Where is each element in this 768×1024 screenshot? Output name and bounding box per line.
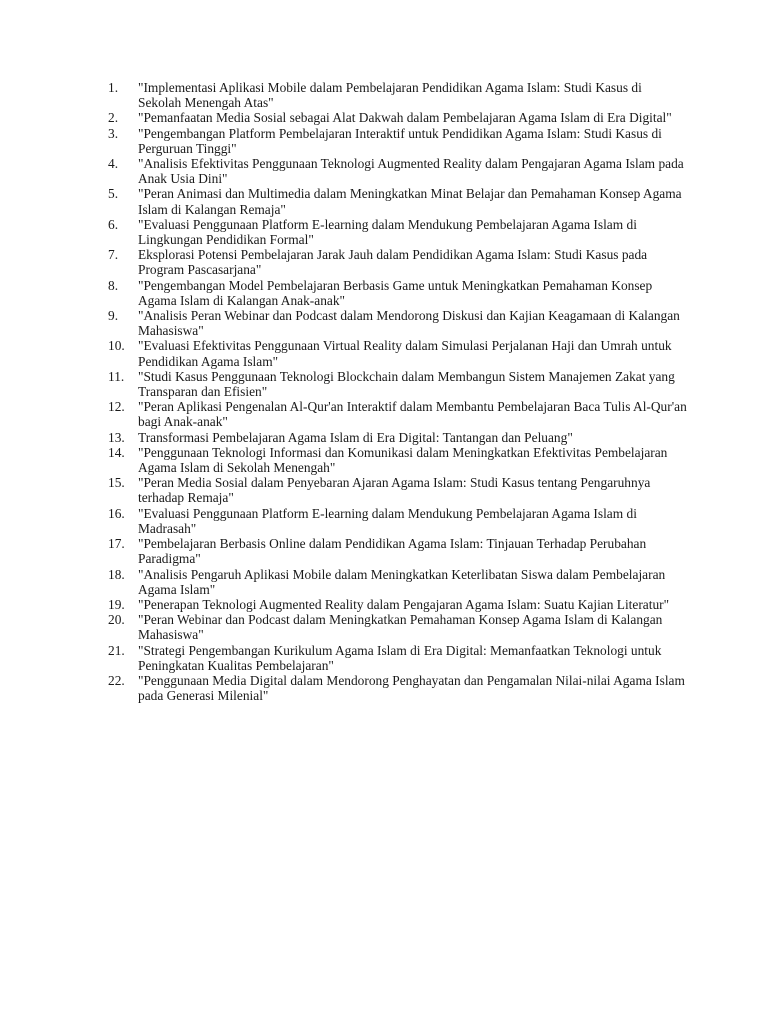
list-item: [108, 369, 688, 399]
list-item: [108, 643, 688, 673]
list-item: [108, 217, 688, 247]
item-number: 4.: [108, 156, 119, 172]
item-text: "Analisis Efektivitas Penggunaan Teknologi Augmented Reality dalam Pengajaran Agama Islam pada Anak Usia Dini": [138, 156, 684, 187]
item-text: "Evaluasi Penggunaan Platform E-learning dalam Mendukung Pembelajaran Agama Islam di Madrasah": [138, 505, 637, 536]
item-text: "Analisis Peran Webinar dan Podcast dalam Mendorong Diskusi dan Kajian Keagamaan di Kalangan Mahasiswa": [138, 308, 680, 339]
list-item: [108, 430, 688, 445]
list-item: [108, 247, 688, 277]
item-text: "Studi Kasus Penggunaan Teknologi Blockchain dalam Membangun Sistem Manajemen Zakat yang Transparan dan Efisien": [138, 368, 675, 400]
item-number: 6.: [108, 216, 119, 232]
list-item: [108, 110, 688, 125]
item-number: 18.: [108, 566, 125, 582]
list-item: [108, 399, 688, 429]
item-text: Eksplorasi Potensi Pembelajaran Jarak Jauh dalam Pendidikan Agama Islam: Studi Kasus pada Program Pascasarjana": [138, 247, 648, 278]
item-text: "Peran Animasi dan Multimedia dalam Meningkatkan Minat Belajar dan Pemahaman Konsep Agama Islam di Kalangan Remaja": [138, 186, 682, 217]
list-item: [108, 536, 688, 566]
item-number: 13.: [108, 429, 125, 445]
list-item: [108, 126, 688, 156]
item-text: "Peran Media Sosial dalam Penyebaran Ajaran Agama Islam: Studi Kasus tentang Pengaruhnya terhadap Remaja": [138, 475, 651, 506]
list-item: [108, 673, 688, 703]
item-text: "Implementasi Aplikasi Mobile dalam Pembelajaran Pendidikan Agama Islam: Studi Kasus di Sekolah Menengah Atas": [138, 80, 642, 111]
item-number: 7.: [108, 247, 119, 263]
item-text: "Penerapan Teknologi Augmented Reality dalam Pengajaran Agama Islam: Suatu Kajian Literatur": [138, 596, 670, 612]
item-text: "Evaluasi Efektivitas Penggunaan Virtual Reality dalam Simulasi Perjalanan Haji dan Umrah untuk Pendidikan Agama Islam": [138, 338, 672, 369]
list-item: [108, 506, 688, 536]
list-item: [108, 186, 688, 216]
item-text: "Pengembangan Platform Pembelajaran Interaktif untuk Pendidikan Agama Islam: Studi Kasus di Perguruan Tinggi": [138, 125, 662, 156]
item-text: "Pemanfaatan Media Sosial sebagai Alat Dakwah dalam Pembelajaran Agama Islam di Era Digital": [138, 110, 672, 126]
item-number: 15.: [108, 475, 125, 491]
item-number: 21.: [108, 642, 125, 658]
item-number: 17.: [108, 536, 125, 552]
item-number: 10.: [108, 338, 125, 354]
list-item: [108, 475, 688, 505]
item-text: "Strategi Pengembangan Kurikulum Agama Islam di Era Digital: Memanfaatkan Teknologi untuk Peningkatan Kualitas Pembelajaran": [138, 642, 662, 673]
item-number: 16.: [108, 505, 125, 521]
item-number: 11.: [108, 368, 125, 384]
item-number: 8.: [108, 277, 119, 293]
item-text: "Analisis Pengaruh Aplikasi Mobile dalam Meningkatkan Keterlibatan Siswa dalam Pembelajaran Agama Islam": [138, 566, 666, 597]
item-text: "Peran Aplikasi Pengenalan Al-Qur'an Interaktif dalam Membantu Pembelajaran Baca Tulis Al-Qur'an bagi Anak-anak": [138, 399, 687, 430]
list-item: [108, 567, 688, 597]
list-item: [108, 445, 688, 475]
list-item: [108, 278, 688, 308]
item-number: 12.: [108, 399, 125, 415]
item-number: 14.: [108, 444, 125, 460]
item-number: 19.: [108, 596, 125, 612]
item-number: 22.: [108, 672, 125, 688]
list-item: [108, 80, 688, 110]
list-item: [108, 597, 688, 612]
item-text: "Penggunaan Media Digital dalam Mendorong Penghayatan dan Pengamalan Nilai-nilai Agama Islam pada Generasi Milenial": [138, 672, 685, 704]
item-number: 5.: [108, 186, 119, 202]
item-number: 20.: [108, 612, 125, 628]
item-number: 9.: [108, 308, 119, 324]
item-text: "Peran Webinar dan Podcast dalam Meningkatkan Pemahaman Konsep Agama Islam di Kalangan Mahasiswa": [138, 612, 663, 643]
list-item: [108, 308, 688, 338]
item-text: "Pengembangan Model Pembelajaran Berbasis Game untuk Meningkatkan Pemahaman Konsep Agama Islam di Kalangan Anak-anak": [138, 277, 653, 308]
item-number: 3.: [108, 125, 119, 141]
item-text: Transformasi Pembelajaran Agama Islam di Era Digital: Tantangan dan Peluang": [138, 429, 573, 445]
list-item: [108, 156, 688, 186]
list-item: [108, 338, 688, 368]
item-text: "Evaluasi Penggunaan Platform E-learning dalam Mendukung Pembelajaran Agama Islam di Lingkungan Pendidikan Formal": [138, 216, 637, 248]
item-text: "Pembelajaran Berbasis Online dalam Pendidikan Agama Islam: Tinjauan Terhadap Perubahan Paradigma": [138, 536, 647, 567]
item-number: 1.: [108, 80, 119, 95]
title-list: [108, 80, 688, 703]
item-number: 2.: [108, 110, 119, 126]
list-item: [108, 612, 688, 642]
item-text: "Penggunaan Teknologi Informasi dan Komunikasi dalam Meningkatkan Efektivitas Pembelajaran Agama Islam di Sekolah Menengah": [138, 444, 668, 476]
